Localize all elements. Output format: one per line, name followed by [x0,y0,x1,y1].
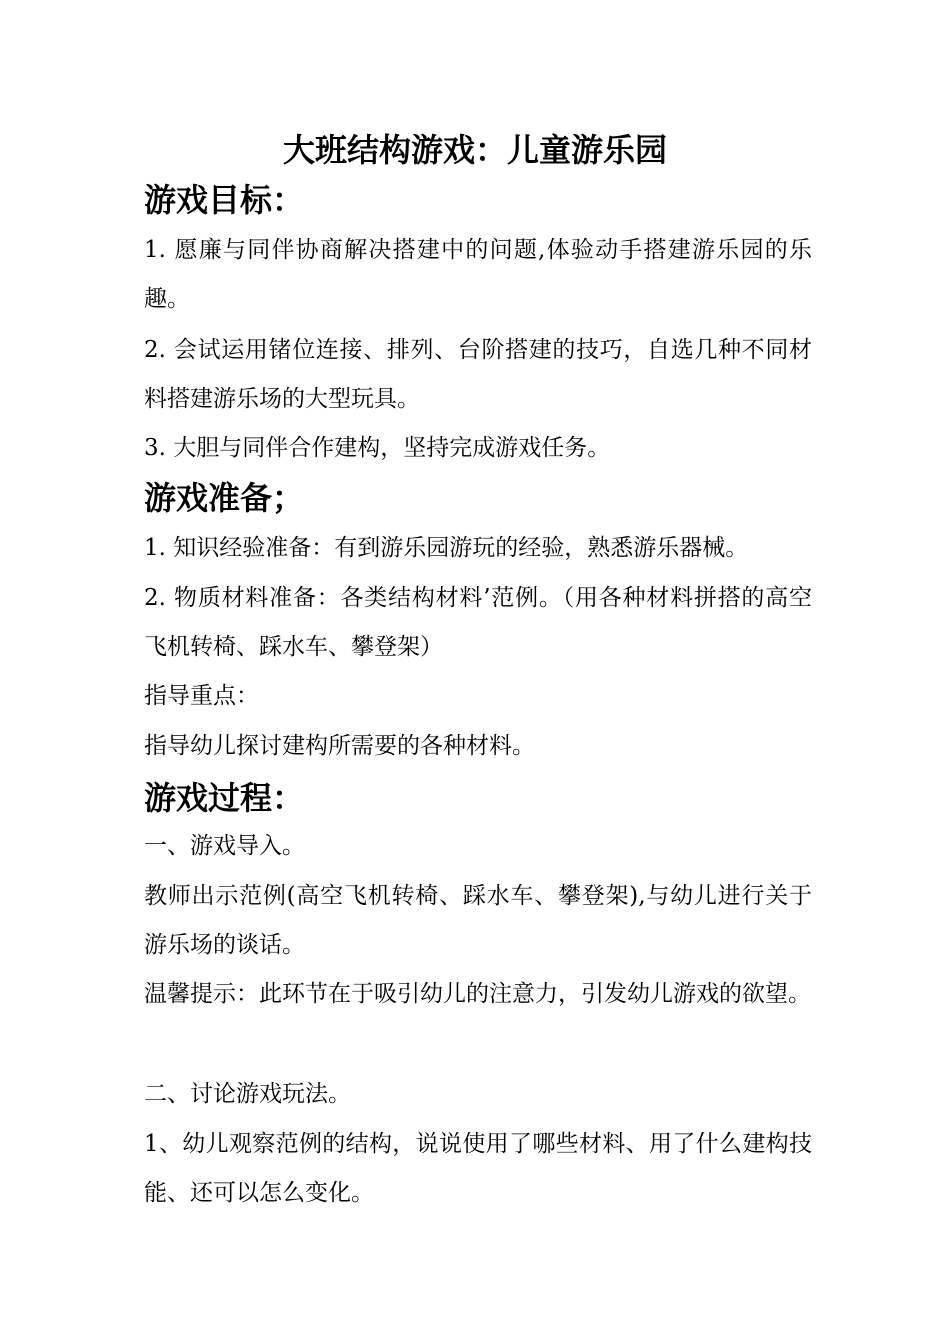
guidance-label: 指导重点： [144,683,259,709]
goal-item-3: 3. 大胆与同伴合作建构，坚持完成游戏任务。 [144,435,611,461]
guidance-text: 指导幼儿探讨建构所需要的各种材料。 [144,733,535,759]
preparation-item-2: 2. 物质材料准备：各类结构材料’范例。（用各种材料拼搭的高空飞机转椅、踩水车、攀登架） [144,585,812,660]
preparation-heading: 游戏准备； [144,479,305,517]
goal-item-2: 2. 会试运用锗位连接、排列、台阶搭建的技巧，自选几种不同材料搭建游乐场的大型玩具。 [144,337,812,412]
document-title: 大班结构游戏：儿童游乐园 [282,131,667,169]
preparation-item-1: 1. 知识经验准备：有到游乐园游玩的经验，熟悉游乐器械。 [144,535,749,561]
process-step-1-text: 教师出示范例(高空飞机转椅、踩水车、攀登架),与幼儿进行关于游乐场的谈话。 [144,883,812,958]
process-tip: 温馨提示：此环节在于吸引幼儿的注意力，引发幼儿游戏的欲望。 [144,981,811,1007]
goals-heading: 游戏目标： [144,181,305,219]
process-step-1-title: 一、游戏导入。 [144,833,305,859]
process-step-2-item-1: 1、幼儿观察范例的结构，说说使用了哪些材料、用了什么建构技能、还可以怎么变化。 [144,1131,812,1206]
process-heading: 游戏过程： [144,779,305,817]
process-step-2-title: 二、讨论游戏玩法。 [144,1081,351,1107]
goal-item-1: 1. 愿廉与同伴协商解决搭建中的问题,体验动手搭建游乐园的乐趣。 [144,237,812,312]
